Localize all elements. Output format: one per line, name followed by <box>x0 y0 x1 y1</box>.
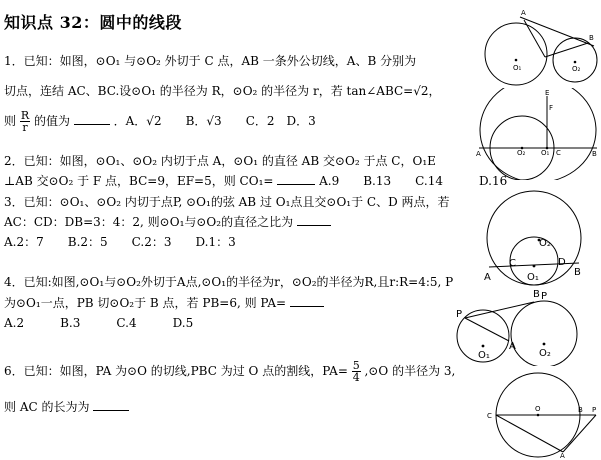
q4-line1: 4．已知:如图,⊙O₁与⊙O₂外切于A点,⊙O₁的半径为r，⊙O₂的半径为R,且r:R=4:5, P <box>4 275 454 289</box>
f3-label-d: D <box>558 257 566 268</box>
q6-line2 <box>4 398 129 415</box>
f2-label-a: A <box>476 150 481 158</box>
q3-answer-blank[interactable] <box>297 225 331 226</box>
f4-label-o2: O₂ <box>539 348 551 359</box>
f2-label-o1: O₁ <box>541 149 550 157</box>
f3-label-o1: O₁ <box>527 272 539 283</box>
q1-line3 <box>4 110 316 133</box>
q4-prefix: 为⊙O₁一点，PB 切⊙O₂于 B 点，若 PB=6, 则 PA= <box>4 296 287 310</box>
q3-line2 <box>4 213 331 230</box>
f2-label-e: E <box>545 89 550 97</box>
f3-label-a: A <box>484 272 491 283</box>
q2-answer-blank[interactable] <box>277 184 315 185</box>
f2-label-b: B <box>592 150 597 158</box>
f1-label-b: B <box>589 34 594 42</box>
q1-line2: 切点，连结 AC、BC.设⊙O₁ 的半径为 R，⊙O₂ 的半径为 r，若 tan∠ABC=√2， <box>4 84 441 98</box>
f6-label-o: O <box>535 405 541 413</box>
q3-options: A.2：7 B.2：5 C.2：3 D.1：3 <box>4 235 236 249</box>
figure-3 <box>481 188 585 286</box>
figure-4 <box>454 286 584 366</box>
q4-options: A.2 B.3 C.4 D.5 <box>4 316 194 330</box>
f6-label-p: P <box>592 406 597 414</box>
f6-segment-ac <box>496 415 563 452</box>
f4-segment-pa <box>465 318 509 341</box>
q3-prefix: AC：CD：DB=3：4：2, 则⊙O₁与⊙O₂的直径之比为 <box>4 215 294 229</box>
q2-prefix: ⊥AB 交⊙O₂ 于 F 点，BC=9，EF=5，则 CO₁= <box>4 174 274 188</box>
q4-answer-blank[interactable] <box>290 306 324 307</box>
q2-options: A.9 B.13 C.14 D.16 <box>319 174 508 188</box>
figure-6 <box>482 372 600 458</box>
f4-label-p: P <box>456 309 463 320</box>
f1-segment-bc <box>545 43 588 57</box>
f2-label-o2: O₂ <box>517 149 526 157</box>
f6-label-a: A <box>560 452 565 458</box>
f2-circle-o1 <box>480 88 596 180</box>
q1-frac-num: R <box>20 109 30 122</box>
q1-line1: 1．已知：如图，⊙O₁ 与⊙O₂ 外切于 C 点，AB 一条外公切线，A、B 分别为 <box>4 54 417 68</box>
f3-label-o2: O₂ <box>539 238 551 249</box>
q2-line1: 2．已知：如图，⊙O₁、⊙O₂ 内切于点 A，⊙O₁ 的直径 AB 交⊙O₂ 于点 C，O₁E <box>4 154 436 168</box>
q1-fraction <box>20 110 30 133</box>
q6-line1 <box>4 360 455 383</box>
q1-answer-blank[interactable] <box>74 124 110 125</box>
q1-frac-den: r <box>22 121 28 134</box>
q6-frac-den: 4 <box>352 371 360 384</box>
f4-label-o1: O₁ <box>478 350 490 361</box>
f3-label-c: C <box>509 258 516 269</box>
f3-circle-o1 <box>487 191 581 285</box>
q6-prefix2: 则 AC 的长为为 <box>4 400 90 414</box>
q4-line2 <box>4 294 324 311</box>
f4-label-b: B <box>533 289 540 300</box>
f2-label-c: C <box>556 149 561 157</box>
q6-fraction <box>352 360 361 383</box>
q1-options: ．A．√2 B．√3 C．2 D．3 <box>113 114 316 128</box>
f4-label-p-top: P <box>541 291 548 302</box>
q6-suffix: ,⊙O 的半径为 3, <box>364 364 456 378</box>
q6-frac-num: 5 <box>352 359 360 372</box>
f1-circle-o1 <box>485 23 547 85</box>
q1-prefix: 则 <box>4 114 17 128</box>
f6-label-c: C <box>487 412 492 420</box>
f1-label-o2: O₂ <box>572 65 581 73</box>
f4-label-a: A <box>509 341 516 352</box>
f1-label-a: A <box>521 9 526 17</box>
f3-label-b: B <box>574 267 581 278</box>
figure-1 <box>472 5 598 87</box>
q6-answer-blank[interactable] <box>93 410 129 411</box>
f2-label-f: F <box>549 104 554 112</box>
f1-label-o1: O₁ <box>513 64 522 72</box>
page-title: 知识点 32：圆中的线段 <box>4 13 182 32</box>
q1-suffix: 的值为 <box>33 114 70 128</box>
q3-line1: 3．已知：⊙O₁、⊙O₂ 内切于点P, ⊙O₁的弦 AB 过 O₁点且交⊙O₁于 C、D 两点，若 <box>4 195 450 209</box>
figure-2 <box>476 88 600 180</box>
q2-line2 <box>4 172 507 189</box>
q6-prefix: 6．已知：如图，PA 为⊙O 的切线,PBC 为过 O 点的割线，PA= <box>4 364 348 378</box>
f6-label-b: B <box>578 406 583 414</box>
